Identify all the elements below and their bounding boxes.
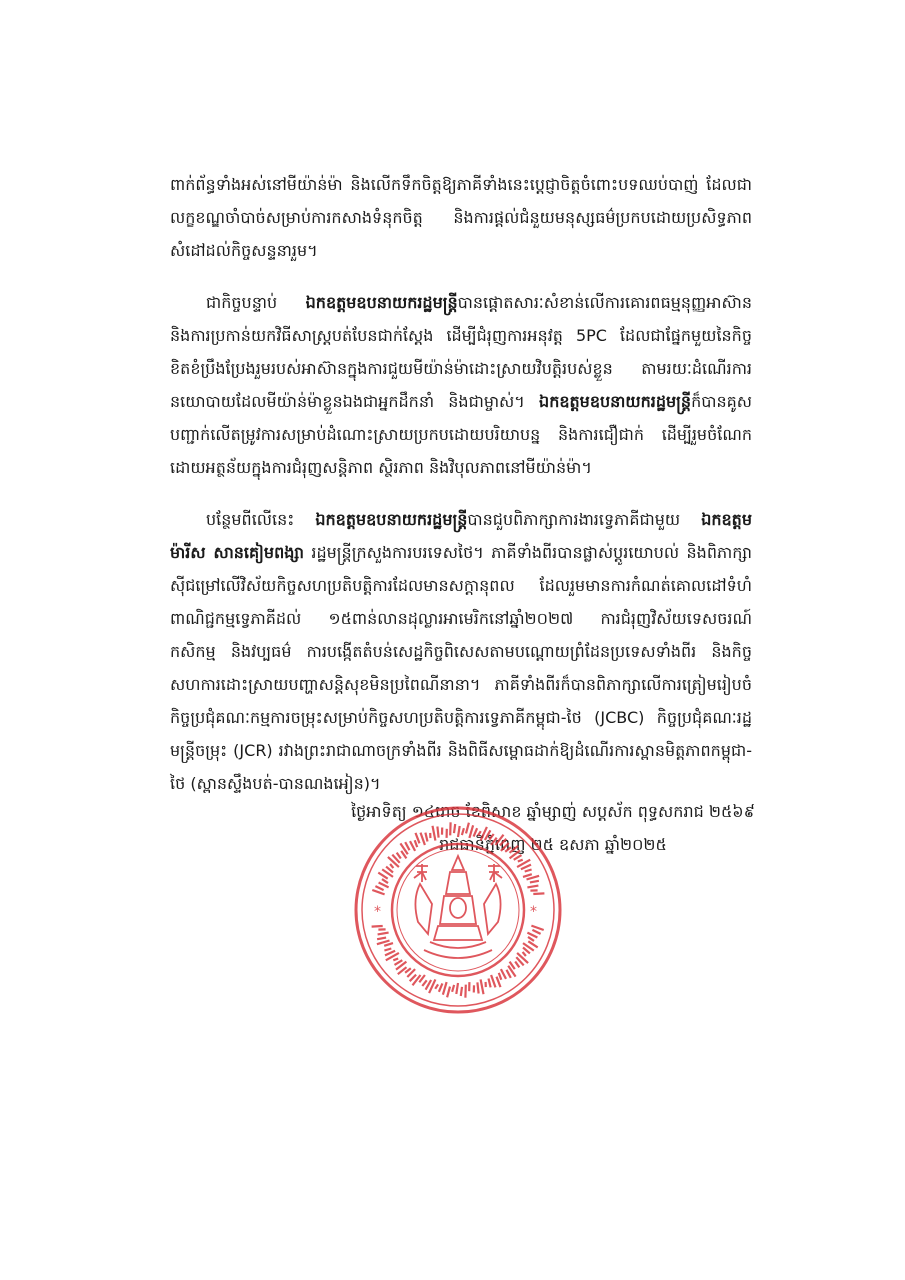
document-body [170, 168, 752, 819]
paragraph-3 [170, 503, 752, 800]
seal-ring-stroke [410, 841, 415, 851]
seal-ring-stroke [382, 879, 388, 883]
seal-ring-stroke [443, 982, 447, 995]
seal-ring-stroke [515, 962, 519, 968]
seal-ring-stroke [405, 842, 409, 850]
seal-ring-stroke [377, 938, 386, 940]
seal-ring-stroke [533, 893, 544, 894]
seal-ring-stroke [372, 926, 383, 927]
seal-ring-stroke [425, 833, 427, 842]
lunar-date-line: ថ្ងៃអាទិត្យ ១៤រោច ខែពិសាខ ឆ្នាំម្សាញ់ សប្តស័ក ពុទ្ធសករាជ ២៥៦៩ [351, 802, 755, 821]
paragraph-3-bold-title-1: ឯកឧត្តមឧបនាយករដ្ឋមន្ត្រី [315, 510, 468, 529]
seal-ring-stroke [390, 864, 393, 868]
seal-ring-stroke [481, 979, 484, 994]
paragraph-1-text: ពាក់ព័ន្ធទាំងអស់នៅមីយ៉ាន់ម៉ា និងលើកទឹកចិត្តឱ្យភាគីទាំងនេះប្ដេជ្ញាចិត្តចំពោះបទឈប់បាញ់ ដែលជាលក្ខខណ្ឌចាំបាច់សម្រាប់ការកសាងទំនុកចិត្ត និងការផ្ដល់ជំនួយមនុស្សធម៌ប្រកបដោយប្រសិទ្ធភាពសំដៅដល់កិច្ចសន្ទនារួម។ [170, 175, 752, 260]
seal-ring-stroke [452, 985, 454, 992]
paragraph-2-part-5: ក៏បានគូសបញ្ជាក់លើតម្រូវការសម្រាប់ដំណោះស្រាយប្រកបដោយបរិយាបន្ន និងការជឿជាក់ ដើម្បីរួមចំណែកដោយអត្ថន័យក្នុងការជំរុញសន្តិភាព ស្ថិរភាព និងវិបុលភាពនៅមីយ៉ាន់ម៉ា។ [170, 392, 752, 477]
paragraph-3-bold-name: ឯកឧត្តម ម៉ារីស សានគៀមពង្សា [170, 510, 752, 562]
seal-ring-stroke [523, 874, 532, 877]
seal-ring-stroke [447, 987, 450, 998]
seal-ring-stroke [489, 834, 493, 840]
place-date-line: រាជធានីភ្នំពេញ ២៥ ឧសភា ឆ្នាំ២០២៥ [439, 835, 667, 854]
seal-ring-stroke [530, 881, 539, 883]
seal-ring-stroke [477, 982, 478, 993]
seal-ring-stroke [528, 937, 534, 941]
paragraph-3-part-5: រដ្ឋមន្ត្រីក្រសួងការបរទេសថៃ។ ភាគីទាំងពីរបានផ្លាស់ប្ដូរយោបល់ និងពិភាក្សាស៊ីជម្រៅលើវិស័យកិច្ចសហប្រតិបត្តិការដែលមានសក្ដានុពល ដែលរួមមានការកំណត់គោលដៅទំហំពាណិជ្ជកម្មទ្វេភាគីដល់ ១៥ពាន់លានដុល្លារអាមេរិកនៅឆ្នាំ២០២៧ ការជំរុញវិស័យទេសចរណ៍ កសិកម្ម និងវប្បធម៌ ការបង្កើតតំបន់សេដ្ឋកិច្ចពិសេសតាមបណ្ដោយព្រំដែនប្រទេសទាំងពីរ និងកិច្ចសហការដោះស្រាយបញ្ហាសន្តិសុខមិនប្រពៃណីនានា។ ភាគីទាំងពីរក៏បានពិភាក្សាលើការត្រៀមរៀបចំកិច្ចប្រជុំគណៈកម្មការចម្រុះសម្រាប់កិច្ចសហប្រតិបត្តិការទ្វេភាគីកម្ពុជា-ថៃ (JCBC) កិច្ចប្រជុំគណៈរដ្ឋមន្ត្រីចម្រុះ (JCR) រវាងព្រះរាជាណាចក្រទាំងពីរ និងពិធីសម្ពោធដាក់ឱ្យដំណើរការស្ពានមិត្តភាពកម្ពុជា-ថៃ (ស្ពានស្ទឹងបត់-បានណងអៀន)។ [170, 543, 752, 793]
seal-ring-stroke [532, 930, 540, 934]
seal-ring-stroke [517, 953, 528, 963]
seal-ring-stroke [525, 870, 532, 872]
seal-ring-stroke [378, 933, 389, 935]
seal-ring-stroke [489, 979, 491, 988]
paragraph-2-bold-title-1: ឯកឧត្តមឧបនាយករដ្ឋមន្ត្រី [305, 293, 458, 312]
seal-ring-stroke [422, 980, 426, 986]
seal-ring-stroke [499, 973, 502, 980]
seal-ring-stroke [393, 959, 398, 961]
seal-ring-stroke [514, 855, 522, 860]
seal-ring-stroke [469, 825, 473, 838]
svg-text:*: * [530, 904, 537, 920]
seal-ring-stroke [454, 824, 455, 833]
seal-ring-stroke [384, 943, 393, 946]
seal-ring-stroke [433, 826, 436, 841]
seal-ring-stroke [501, 969, 506, 979]
paragraph-2-bold-title-2: ឯកឧត្តមឧបនាយករដ្ឋមន្ត្រី [539, 392, 692, 411]
paragraph-3-part-1: បន្ថែមពីលើនេះ [206, 510, 316, 529]
seal-ring-stroke [466, 823, 469, 834]
seal-ring-stroke [507, 970, 511, 978]
seal-ring-stroke [439, 983, 443, 991]
seal-ring-stroke [478, 831, 481, 835]
paragraph-2-part-1: ជាកិច្ចបន្ទាប់ [206, 293, 306, 312]
seal-ring-stroke [461, 987, 462, 996]
seal-ring-stroke [527, 886, 538, 888]
seal-ring-stroke [456, 983, 458, 994]
seal-ring-stroke [421, 833, 425, 845]
seal-ring-stroke [415, 840, 418, 847]
seal-ring-stroke [491, 975, 495, 987]
seal-ring-stroke [458, 826, 460, 837]
seal-ring-stroke [384, 949, 391, 951]
paragraph-2 [170, 286, 752, 484]
seal-ring-stroke [375, 886, 383, 890]
seal-ring-stroke [518, 860, 523, 862]
official-seal-icon [352, 804, 564, 1016]
seal-ring-stroke [462, 828, 464, 835]
seal-ring-stroke [523, 952, 526, 956]
seal-ring-stroke [388, 857, 399, 867]
seal-ring-stroke [395, 960, 403, 965]
seal-ring-stroke [474, 828, 478, 836]
paragraph-1 [170, 168, 752, 267]
svg-text:*: * [374, 904, 381, 920]
paragraph-2-part-3: បានផ្ដោតសារៈសំខាន់លើការគោរពធម្មនុញ្ញអាស៊ាន និងការប្រកាន់យកវិធីសាស្ត្របត់បែនជាក់ស្ដែង ដើម្បីជំរុញការអនុវត្ត 5PC ដែលជាផ្នែកមួយនៃកិច្ចខិតខំប្រឹងប្រែងរួមរបស់អាស៊ានក្នុងការជួយមីយ៉ាន់ម៉ាដោះស្រាយវិបត្តិរបស់ខ្លួន តាមរយៈដំណើរការនយោបាយដែលមីយ៉ាន់ម៉ាខ្លួនឯងជាអ្នកដឹកនាំ និងជាម្ចាស់។ [170, 293, 752, 411]
seal-ring-stroke [435, 984, 438, 988]
seal-ring-stroke [437, 827, 438, 838]
paragraph-3-part-3: បានជួបពិភាក្សាការងារទ្វេភាគីជាមួយ [467, 510, 702, 529]
seal-ring-stroke [397, 853, 401, 859]
